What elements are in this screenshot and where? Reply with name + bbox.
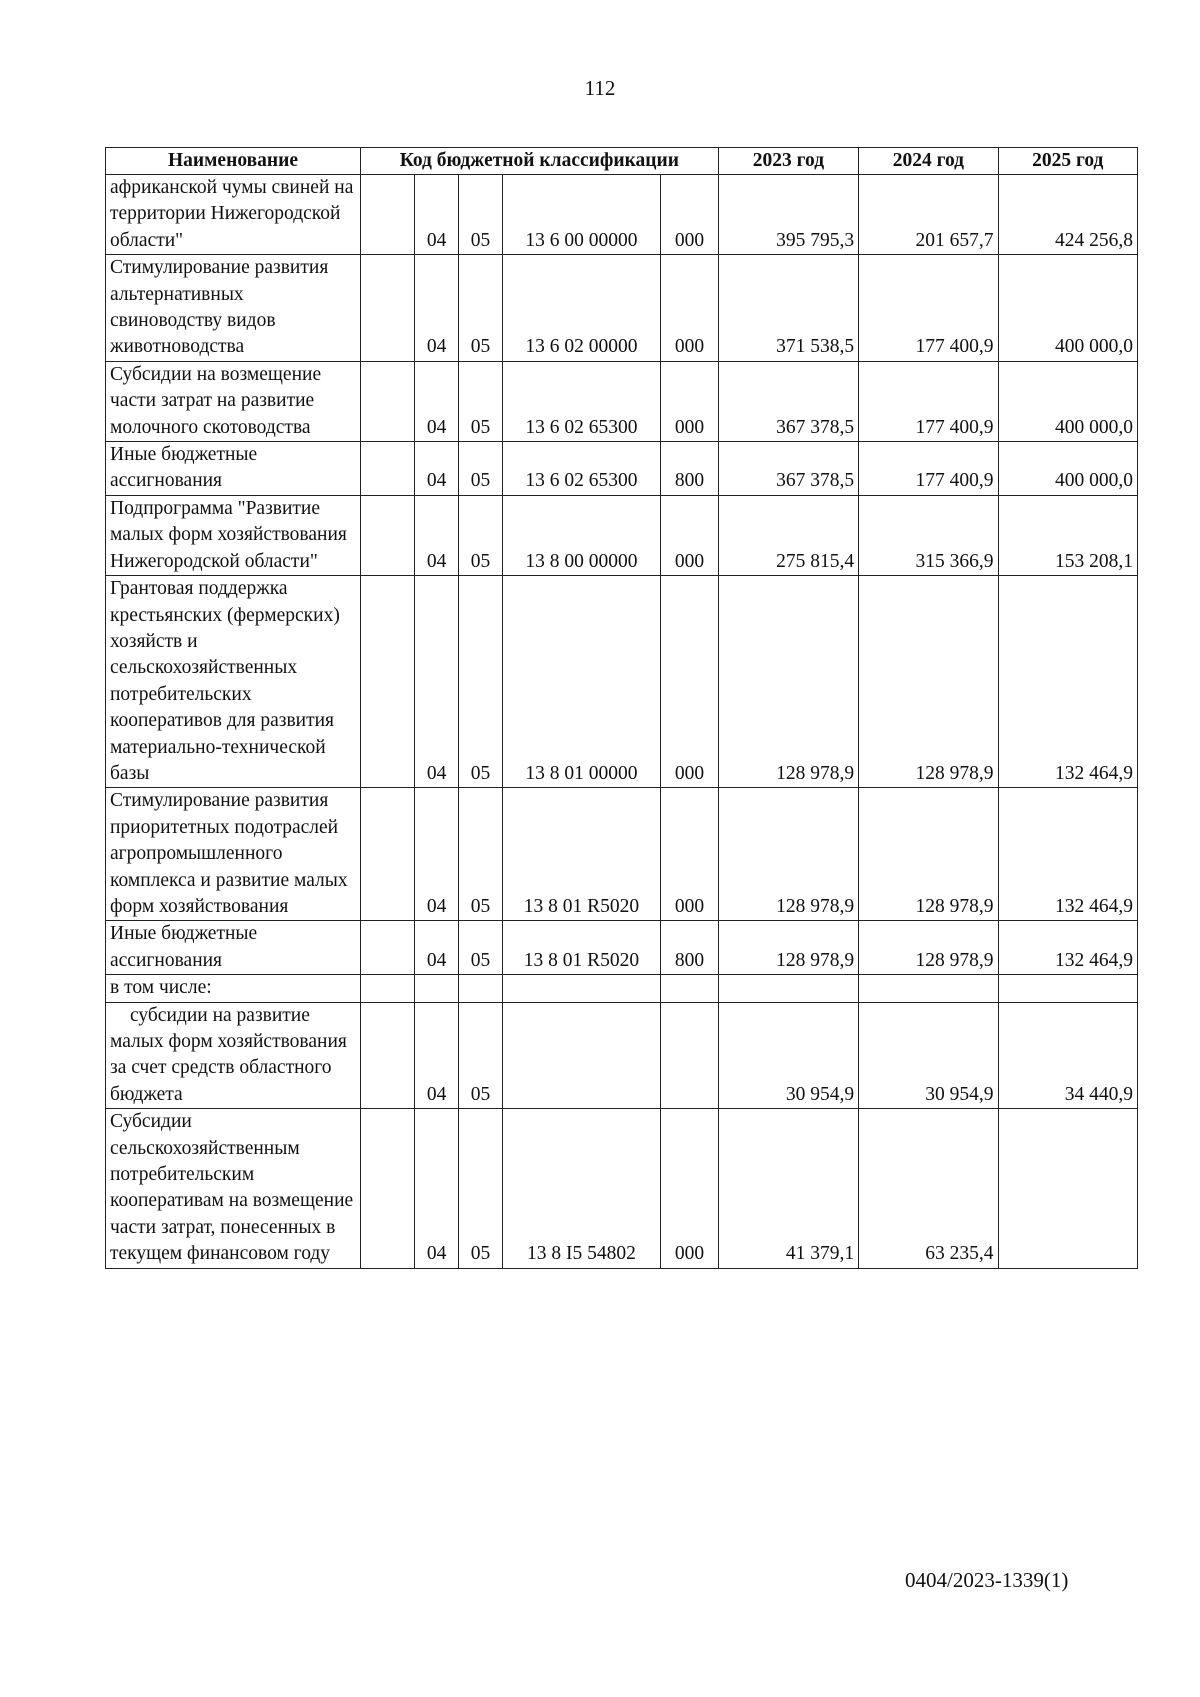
table-row [106, 1109, 1138, 1268]
table-row [106, 1002, 1138, 1109]
amount-2025-cell: 424 256,8 [998, 175, 1137, 255]
code-cell [361, 175, 415, 255]
amount-2023-cell: 128 978,9 [718, 576, 858, 788]
document-id: 0404/2023-1339(1) [905, 1568, 1069, 1592]
amount-2025-cell: 132 464,9 [998, 576, 1137, 788]
header-2024: 2024 год [859, 148, 998, 175]
code-cell [361, 975, 415, 1002]
name-cell: Субсидии сельскохозяйственным потребительским кооперативам на возмещение части затрат, понесенных в текущем финансовом году [106, 1109, 361, 1268]
header-code: Код бюджетной классификации [361, 148, 719, 175]
amount-2024-cell: 201 657,7 [859, 175, 998, 255]
code-cell [361, 576, 415, 788]
amount-2024-cell: 177 400,9 [859, 361, 998, 441]
name-cell: Стимулирование развития приоритетных подотраслей агропромышленного комплекса и развитие малых форм хозяйствования [106, 788, 361, 921]
section-cell: 04 [415, 175, 459, 255]
expense-type-cell: 000 [661, 788, 718, 921]
amount-2024-cell: 63 235,4 [859, 1109, 998, 1268]
amount-2023-cell: 30 954,9 [718, 1002, 858, 1109]
target-article-cell: 13 8 01 00000 [502, 576, 661, 788]
subsection-cell: 05 [459, 361, 502, 441]
subsection-cell: 05 [459, 255, 502, 362]
section-cell: 04 [415, 788, 459, 921]
amount-2025-cell [998, 975, 1137, 1002]
table-row [106, 975, 1138, 1002]
header-2023: 2023 год [718, 148, 858, 175]
code-cell [361, 1002, 415, 1109]
table-row [106, 788, 1138, 921]
amount-2024-cell: 128 978,9 [859, 921, 998, 975]
target-article-cell [502, 1002, 661, 1109]
code-cell [361, 361, 415, 441]
expense-type-cell: 000 [661, 361, 718, 441]
amount-2024-cell [859, 975, 998, 1002]
name-cell: Подпрограмма "Развитие малых форм хозяйствования Нижегородской области" [106, 495, 361, 575]
target-article-cell: 13 8 I5 54802 [502, 1109, 661, 1268]
target-article-cell: 13 6 02 65300 [502, 361, 661, 441]
subsection-cell: 05 [459, 921, 502, 975]
amount-2024-cell: 177 400,9 [859, 255, 998, 362]
subsection-cell: 05 [459, 1002, 502, 1109]
target-article-cell: 13 6 02 00000 [502, 255, 661, 362]
amount-2023-cell [718, 975, 858, 1002]
amount-2023-cell: 128 978,9 [718, 921, 858, 975]
section-cell: 04 [415, 1109, 459, 1268]
name-cell: Стимулирование развития альтернативных свиноводству видов животноводства [106, 255, 361, 362]
amount-2025-cell: 400 000,0 [998, 255, 1137, 362]
amount-2025-cell: 34 440,9 [998, 1002, 1137, 1109]
code-cell [361, 1109, 415, 1268]
amount-2025-cell: 400 000,0 [998, 361, 1137, 441]
budget-table [105, 147, 1138, 1269]
table-row [106, 921, 1138, 975]
section-cell: 04 [415, 442, 459, 496]
amount-2023-cell: 371 538,5 [718, 255, 858, 362]
expense-type-cell [661, 975, 718, 1002]
amount-2024-cell: 315 366,9 [859, 495, 998, 575]
amount-2024-cell: 30 954,9 [859, 1002, 998, 1109]
amount-2025-cell [998, 1109, 1137, 1268]
page-number: 112 [584, 76, 616, 100]
expense-type-cell: 800 [661, 442, 718, 496]
amount-2024-cell: 128 978,9 [859, 576, 998, 788]
name-cell: Субсидии на возмещение части затрат на развитие молочного скотоводства [106, 361, 361, 441]
target-article-cell: 13 6 00 00000 [502, 175, 661, 255]
section-cell: 04 [415, 361, 459, 441]
amount-2023-cell: 128 978,9 [718, 788, 858, 921]
target-article-cell [502, 975, 661, 1002]
amount-2023-cell: 275 815,4 [718, 495, 858, 575]
section-cell: 04 [415, 255, 459, 362]
amount-2025-cell: 132 464,9 [998, 921, 1137, 975]
name-cell: Иные бюджетные ассигнования [106, 442, 361, 496]
code-cell [361, 921, 415, 975]
table-row [106, 576, 1138, 788]
subsection-cell: 05 [459, 1109, 502, 1268]
expense-type-cell: 000 [661, 576, 718, 788]
amount-2025-cell: 153 208,1 [998, 495, 1137, 575]
code-cell [361, 255, 415, 362]
table-header-row [106, 148, 1138, 175]
name-cell: Иные бюджетные ассигнования [106, 921, 361, 975]
subsection-cell: 05 [459, 495, 502, 575]
target-article-cell: 13 6 02 65300 [502, 442, 661, 496]
table-row [106, 361, 1138, 441]
section-cell: 04 [415, 495, 459, 575]
amount-2023-cell: 395 795,3 [718, 175, 858, 255]
table-row [106, 255, 1138, 362]
target-article-cell: 13 8 00 00000 [502, 495, 661, 575]
amount-2023-cell: 367 378,5 [718, 442, 858, 496]
code-cell [361, 442, 415, 496]
name-cell: субсидии на развитие малых форм хозяйствования за счет средств областного бюджета [106, 1002, 361, 1109]
amount-2024-cell: 128 978,9 [859, 788, 998, 921]
section-cell [415, 975, 459, 1002]
table-row [106, 175, 1138, 255]
subsection-cell [459, 975, 502, 1002]
subsection-cell: 05 [459, 442, 502, 496]
expense-type-cell: 800 [661, 921, 718, 975]
expense-type-cell: 000 [661, 1109, 718, 1268]
expense-type-cell: 000 [661, 255, 718, 362]
amount-2023-cell: 41 379,1 [718, 1109, 858, 1268]
amount-2023-cell: 367 378,5 [718, 361, 858, 441]
subsection-cell: 05 [459, 788, 502, 921]
subsection-cell: 05 [459, 576, 502, 788]
amount-2025-cell: 132 464,9 [998, 788, 1137, 921]
amount-2025-cell: 400 000,0 [998, 442, 1137, 496]
section-cell: 04 [415, 1002, 459, 1109]
expense-type-cell: 000 [661, 175, 718, 255]
name-cell: Грантовая поддержка крестьянских (фермерских) хозяйств и сельскохозяйственных потребительских кооперативов для развития материально-технической базы [106, 576, 361, 788]
code-cell [361, 495, 415, 575]
code-cell [361, 788, 415, 921]
section-cell: 04 [415, 921, 459, 975]
amount-2024-cell: 177 400,9 [859, 442, 998, 496]
target-article-cell: 13 8 01 R5020 [502, 788, 661, 921]
subsection-cell: 05 [459, 175, 502, 255]
header-name: Наименование [106, 148, 361, 175]
name-cell: африканской чумы свиней на территории Нижегородской области" [106, 175, 361, 255]
table-row [106, 442, 1138, 496]
target-article-cell: 13 8 01 R5020 [502, 921, 661, 975]
expense-type-cell: 000 [661, 495, 718, 575]
name-cell: в том числе: [106, 975, 361, 1002]
section-cell: 04 [415, 576, 459, 788]
header-2025: 2025 год [998, 148, 1137, 175]
expense-type-cell [661, 1002, 718, 1109]
table-row [106, 495, 1138, 575]
